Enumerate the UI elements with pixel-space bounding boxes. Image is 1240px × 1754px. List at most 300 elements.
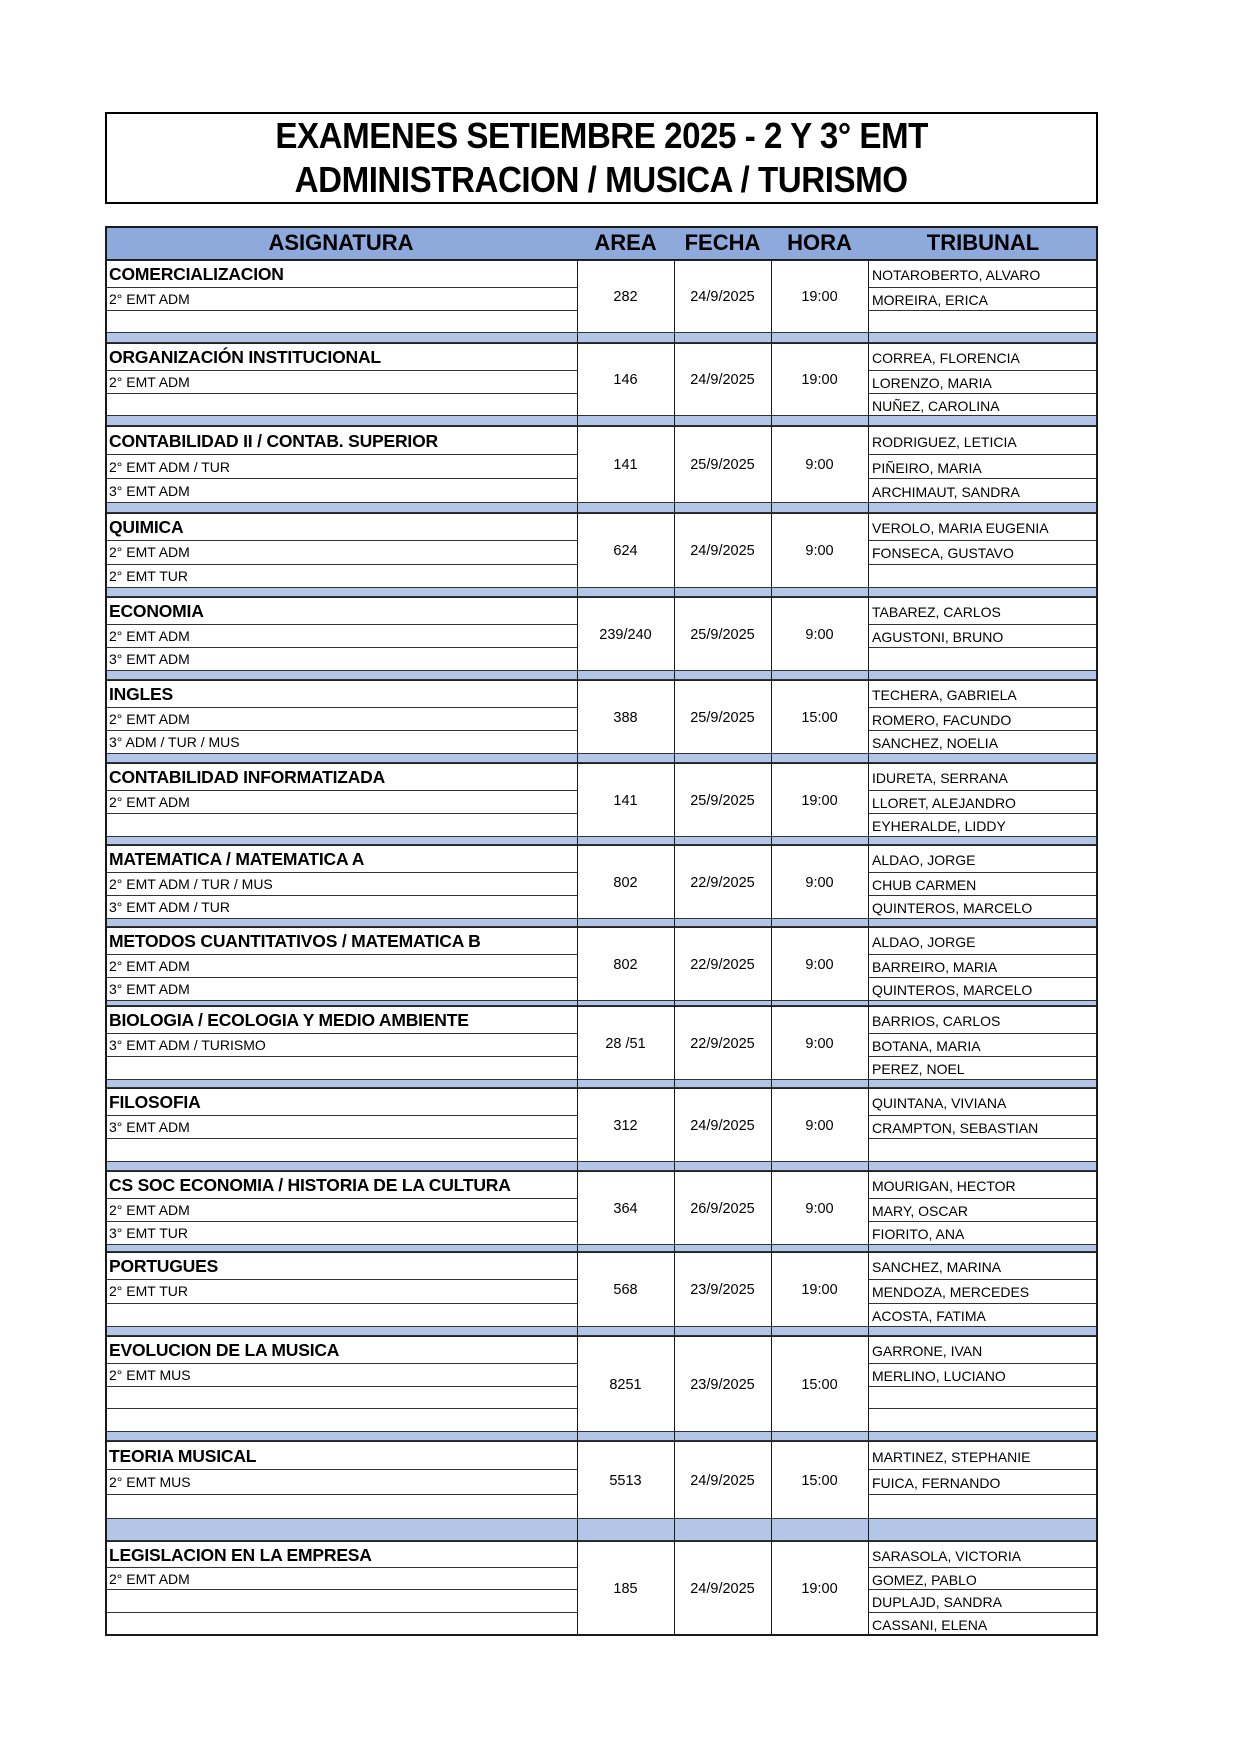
date-cell: 23/9/2025 (690, 1376, 755, 1393)
tribunal-row (868, 1568, 1098, 1590)
tribunal-row (868, 928, 1098, 955)
area-cell: 146 (613, 372, 638, 388)
spacer-row (105, 918, 1098, 927)
date-cell: 24/9/2025 (690, 1580, 755, 1597)
course-label: 3° ADM / TUR / MUS (109, 734, 240, 750)
column-divider (771, 427, 772, 503)
column-divider (868, 514, 869, 588)
column-divider (868, 753, 869, 763)
column-divider (771, 1253, 772, 1327)
date-cell: 25/9/2025 (690, 709, 755, 726)
spacer-row (105, 1326, 1098, 1336)
spacer-row (105, 332, 1098, 343)
course-label: 2° EMT MUS (109, 1367, 191, 1383)
tribunal-member: VEROLO, MARIA EUGENIA (872, 520, 1049, 536)
tribunal-row (868, 708, 1098, 731)
column-divider (674, 1542, 675, 1635)
tribunal-member: BOTANA, MARIA (872, 1038, 981, 1054)
subject-row (105, 814, 577, 837)
column-divider (868, 1431, 869, 1441)
tribunal-member: ROMERO, FACUNDO (872, 712, 1012, 728)
tribunal-row (868, 1199, 1098, 1222)
header-tribunal: TRIBUNAL (926, 230, 1040, 255)
tribunal-member: ALDAO, JORGE (872, 934, 976, 950)
tribunal-row (868, 311, 1098, 334)
column-divider (868, 332, 869, 343)
tribunal-member: CORREA, FLORENCIA (872, 350, 1020, 366)
time-cell: 9:00 (805, 543, 834, 559)
subject-row (105, 1172, 577, 1199)
tribunal-member: ALDAO, JORGE (872, 852, 976, 868)
column-divider (771, 918, 772, 927)
column-divider (577, 846, 578, 919)
column-divider (868, 1337, 869, 1432)
course-label: 2° EMT ADM / TUR (109, 459, 230, 475)
tribunal-member: AGUSTONI, BRUNO (872, 629, 1004, 645)
subject-row (105, 479, 577, 503)
exam-block (105, 260, 1098, 332)
exam-block (105, 597, 1098, 670)
course-label: 3° EMT ADM / TURISMO (109, 1037, 266, 1053)
column-divider (577, 1253, 578, 1327)
column-divider (577, 1089, 578, 1162)
area-cell: 185 (613, 1580, 638, 1597)
area-cell: 364 (613, 1200, 638, 1217)
exam-block (105, 1252, 1098, 1326)
column-divider (868, 1089, 869, 1162)
tribunal-row (868, 1542, 1098, 1568)
area-cell: 5513 (609, 1472, 642, 1489)
column-divider (577, 261, 578, 333)
area-cell: 28 /51 (605, 1035, 646, 1052)
subject-row (105, 261, 577, 288)
tribunal-member: FIORITO, ANA (872, 1226, 965, 1242)
column-divider (868, 1253, 869, 1327)
tribunal-member: GOMEZ, PABLO (872, 1572, 977, 1588)
column-divider (771, 1337, 772, 1432)
column-divider (674, 1337, 675, 1432)
time-cell: 9:00 (805, 874, 834, 891)
spacer-row (105, 587, 1098, 597)
column-divider (674, 846, 675, 919)
document-subtitle: ADMINISTRACION / MUSICA / TURISMO (295, 159, 908, 200)
column-divider (577, 836, 578, 845)
subject-row (105, 1089, 577, 1116)
column-divider (868, 918, 869, 927)
table-header (105, 226, 1098, 260)
subject-row (105, 648, 577, 671)
column-divider (771, 332, 772, 343)
tribunal-row (868, 1364, 1098, 1387)
column-divider (868, 415, 869, 426)
exam-block (105, 1088, 1098, 1161)
column-divider (577, 670, 578, 680)
tribunal-row (868, 1337, 1098, 1364)
subject-name: FILOSOFIA (109, 1092, 201, 1112)
column-divider (674, 1244, 675, 1252)
subject-row (105, 928, 577, 955)
column-divider (771, 753, 772, 763)
subject-row (105, 1057, 577, 1080)
column-divider (674, 836, 675, 845)
column-divider (771, 928, 772, 1001)
spacer-row (105, 415, 1098, 426)
column-divider (771, 846, 772, 919)
subject-row (105, 1568, 577, 1590)
tribunal-row (868, 1304, 1098, 1328)
tribunal-row (868, 731, 1098, 754)
time-cell: 19:00 (801, 289, 838, 305)
course-label: 2° EMT ADM (109, 291, 190, 307)
tribunal-row (868, 625, 1098, 648)
column-divider (868, 1244, 869, 1252)
exam-block (105, 845, 1098, 918)
column-divider (771, 1161, 772, 1171)
tribunal-member: MOREIRA, ERICA (872, 292, 988, 308)
tribunal-row (868, 394, 1098, 417)
area-cell: 568 (613, 1282, 638, 1298)
column-divider (868, 1079, 869, 1088)
column-divider (577, 1431, 578, 1441)
tribunal-row (868, 1495, 1098, 1520)
subject-row (105, 1199, 577, 1222)
subject-row (105, 344, 577, 371)
date-cell: 24/9/2025 (690, 1472, 755, 1489)
time-cell: 9:00 (805, 1117, 834, 1134)
column-divider (868, 1007, 869, 1080)
area-cell: 282 (613, 289, 638, 305)
column-divider (577, 1161, 578, 1171)
column-divider (868, 1542, 869, 1635)
tribunal-row (868, 598, 1098, 625)
column-divider (674, 415, 675, 426)
tribunal-row (868, 1442, 1098, 1470)
column-divider (771, 1089, 772, 1162)
column-divider (674, 1079, 675, 1088)
column-divider (674, 918, 675, 927)
subject-row (105, 1495, 577, 1520)
column-divider (771, 836, 772, 845)
course-label: 2° EMT ADM (109, 711, 190, 727)
subject-name: CS SOC ECONOMIA / HISTORIA DE LA CULTURA (109, 1175, 511, 1195)
course-label: 3° EMT ADM (109, 483, 190, 499)
column-divider (771, 598, 772, 671)
tribunal-member: RODRIGUEZ, LETICIA (872, 434, 1017, 450)
tribunal-member: MENDOZA, MERCEDES (872, 1284, 1030, 1300)
column-divider (868, 1161, 869, 1171)
tribunal-row (868, 681, 1098, 708)
subject-row (105, 288, 577, 311)
subject-name: EVOLUCION DE LA MUSICA (109, 1340, 340, 1360)
time-cell: 15:00 (801, 1376, 838, 1393)
date-cell: 25/9/2025 (690, 626, 755, 643)
tribunal-row (868, 955, 1098, 978)
course-label: 3° EMT ADM (109, 981, 190, 997)
tribunal-row (868, 978, 1098, 1001)
column-divider (771, 587, 772, 597)
subject-row (105, 394, 577, 417)
subject-name: PORTUGUES (109, 1256, 219, 1276)
column-divider (771, 514, 772, 588)
tribunal-row (868, 896, 1098, 919)
tribunal-member: MARTINEZ, STEPHANIE (872, 1449, 1031, 1465)
date-cell: 24/9/2025 (690, 289, 755, 305)
column-divider (868, 1442, 869, 1519)
course-label: 2° EMT TUR (109, 567, 188, 584)
tribunal-row (868, 565, 1098, 589)
tribunal-row (868, 1222, 1098, 1245)
column-divider (868, 764, 869, 837)
tribunal-row (868, 1409, 1098, 1432)
time-cell: 9:00 (805, 626, 834, 643)
column-divider (577, 928, 578, 1001)
column-divider (577, 587, 578, 597)
column-divider (771, 502, 772, 513)
column-divider (674, 1442, 675, 1519)
subject-name: METODOS CUANTITATIVOS / MATEMATICA B (109, 931, 481, 951)
course-label: 2° EMT ADM (109, 628, 190, 644)
tribunal-row (868, 1590, 1098, 1612)
course-label: 2° EMT MUS (109, 1474, 191, 1490)
spacer-row (105, 1161, 1098, 1171)
tribunal-row (868, 455, 1098, 479)
subject-row (105, 1442, 577, 1470)
document-title-box (105, 112, 1098, 204)
subject-name: ECONOMIA (109, 601, 204, 621)
subject-row (105, 1253, 577, 1280)
column-divider (577, 764, 578, 837)
tribunal-member: DUPLAJD, SANDRA (872, 1594, 1002, 1611)
column-divider (771, 1431, 772, 1441)
tribunal-member: NOTAROBERTO, ALVARO (872, 267, 1041, 283)
column-divider (674, 1518, 675, 1541)
column-divider (674, 670, 675, 680)
time-cell: 9:00 (805, 1035, 834, 1052)
column-divider (674, 1007, 675, 1080)
column-divider (868, 344, 869, 416)
column-divider (577, 1442, 578, 1519)
area-cell: 312 (613, 1117, 638, 1134)
column-divider (674, 764, 675, 837)
tribunal-member: TECHERA, GABRIELA (872, 687, 1017, 703)
column-divider (577, 753, 578, 763)
exam-block (105, 1171, 1098, 1244)
tribunal-row (868, 1057, 1098, 1080)
exam-block (105, 1336, 1098, 1431)
header-area: AREA (594, 230, 657, 255)
subject-row (105, 791, 577, 814)
column-divider (577, 1542, 578, 1635)
area-cell: 239/240 (599, 626, 652, 643)
tribunal-member: MARY, OSCAR (872, 1203, 968, 1219)
date-cell: 24/9/2025 (690, 1117, 755, 1134)
subject-row (105, 311, 577, 334)
tribunal-member: BARREIRO, MARIA (872, 959, 998, 975)
spacer-row (105, 753, 1098, 763)
subject-row (105, 1034, 577, 1057)
spacer-row (105, 1244, 1098, 1252)
subject-row (105, 1280, 577, 1304)
course-label: 3° EMT ADM / TUR (109, 899, 230, 915)
column-divider (674, 1253, 675, 1327)
subject-row (105, 978, 577, 1001)
subject-row (105, 873, 577, 896)
course-label: 3° EMT TUR (109, 1225, 188, 1241)
tribunal-row (868, 541, 1098, 565)
column-divider (868, 587, 869, 597)
subject-row (105, 1409, 577, 1432)
subject-row (105, 1116, 577, 1139)
area-cell: 802 (613, 874, 638, 891)
column-divider (577, 415, 578, 426)
tribunal-row (868, 261, 1098, 288)
time-cell: 19:00 (801, 792, 838, 809)
course-label: 2° EMT ADM / TUR / MUS (109, 876, 273, 892)
subject-row (105, 1590, 577, 1612)
column-divider (577, 1244, 578, 1252)
tribunal-member: LORENZO, MARIA (872, 375, 992, 391)
date-cell: 26/9/2025 (690, 1200, 755, 1217)
tribunal-member: CRAMPTON, SEBASTIAN (872, 1120, 1039, 1136)
column-divider (771, 1518, 772, 1541)
spacer-row (105, 1518, 1098, 1541)
column-divider (577, 1172, 578, 1245)
course-label: 2° EMT ADM (109, 544, 190, 560)
tribunal-row (868, 846, 1098, 873)
column-divider (577, 1326, 578, 1336)
tribunal-row (868, 514, 1098, 541)
column-divider (674, 1161, 675, 1171)
course-label: 2° EMT ADM (109, 1571, 190, 1587)
subject-row (105, 427, 577, 455)
area-cell: 141 (613, 457, 638, 473)
column-divider (674, 928, 675, 1001)
column-divider (868, 928, 869, 1001)
column-divider (868, 598, 869, 671)
subject-row (105, 514, 577, 541)
exam-block (105, 343, 1098, 415)
tribunal-row (868, 791, 1098, 814)
time-cell: 15:00 (801, 709, 838, 726)
exam-block (105, 513, 1098, 587)
exam-block (105, 1541, 1098, 1634)
subject-name: CONTABILIDAD II / CONTAB. SUPERIOR (109, 431, 438, 451)
subject-name: ORGANIZACIÓN INSTITUCIONAL (109, 347, 381, 367)
column-divider (577, 1337, 578, 1432)
subject-row (105, 846, 577, 873)
tribunal-member: CASSANI, ELENA (872, 1616, 988, 1633)
course-label: 2° EMT ADM (109, 1202, 190, 1218)
tribunal-row (868, 1172, 1098, 1199)
course-label: 2° EMT ADM (109, 374, 190, 390)
subject-row (105, 1470, 577, 1495)
column-divider (771, 344, 772, 416)
tribunal-row (868, 1280, 1098, 1304)
column-divider (771, 1007, 772, 1080)
column-divider (674, 1431, 675, 1441)
subject-row (105, 455, 577, 479)
tribunal-member: PIÑEIRO, MARIA (872, 460, 982, 476)
tribunal-member: FONSECA, GUSTAVO (872, 545, 1014, 561)
column-divider (771, 415, 772, 426)
subject-row (105, 708, 577, 731)
area-cell: 388 (613, 709, 638, 726)
tribunal-member: QUINTEROS, MARCELO (872, 900, 1033, 916)
subject-name: BIOLOGIA / ECOLOGIA Y MEDIO AMBIENTE (109, 1010, 469, 1030)
column-divider (868, 427, 869, 503)
tribunal-member: QUINTEROS, MARCELO (872, 982, 1033, 998)
column-divider (674, 261, 675, 333)
exam-block (105, 1441, 1098, 1518)
tribunal-row (868, 479, 1098, 503)
subject-row (105, 681, 577, 708)
column-divider (674, 587, 675, 597)
course-label: 2° EMT ADM (109, 794, 190, 810)
subject-name: COMERCIALIZACION (109, 264, 284, 284)
tribunal-member: MOURIGAN, HECTOR (872, 1178, 1016, 1194)
time-cell: 19:00 (801, 1282, 838, 1298)
subject-row (105, 565, 577, 589)
column-divider (771, 1079, 772, 1088)
column-divider (868, 836, 869, 845)
subject-row (105, 955, 577, 978)
column-divider (577, 1007, 578, 1080)
tribunal-member: GARRONE, IVAN (872, 1343, 983, 1359)
tribunal-row (868, 1034, 1098, 1057)
subject-row (105, 1387, 577, 1410)
tribunal-member: IDURETA, SERRANA (872, 770, 1008, 786)
tribunal-row (868, 427, 1098, 455)
area-cell: 141 (613, 792, 638, 809)
tribunal-row (868, 1613, 1098, 1635)
tribunal-row (868, 371, 1098, 394)
column-divider (577, 918, 578, 927)
column-divider (868, 670, 869, 680)
subject-name: TEORIA MUSICAL (109, 1446, 257, 1466)
date-cell: 25/9/2025 (690, 792, 755, 809)
column-divider (868, 502, 869, 513)
spacer-row (105, 1431, 1098, 1441)
column-divider (868, 1326, 869, 1336)
date-cell: 22/9/2025 (690, 956, 755, 973)
column-divider (674, 1172, 675, 1245)
subject-row (105, 371, 577, 394)
column-divider (674, 598, 675, 671)
spacer-row (105, 670, 1098, 680)
course-label: 2° EMT TUR (109, 1283, 188, 1299)
tribunal-member: ARCHIMAUT, SANDRA (872, 484, 1020, 500)
tribunal-member: LLORET, ALEJANDRO (872, 795, 1016, 811)
subject-row (105, 541, 577, 565)
column-divider (771, 1326, 772, 1336)
spacer-row (105, 502, 1098, 513)
tribunal-member: MERLINO, LUCIANO (872, 1368, 1006, 1384)
tribunal-member: CHUB CARMEN (872, 877, 977, 893)
subject-row (105, 1613, 577, 1635)
tribunal-row (868, 648, 1098, 671)
tribunal-row (868, 288, 1098, 311)
tribunal-row (868, 1089, 1098, 1116)
date-cell: 23/9/2025 (690, 1282, 755, 1298)
tribunal-row (868, 1139, 1098, 1162)
tribunal-member: NUÑEZ, CAROLINA (872, 397, 1000, 414)
tribunal-row (868, 764, 1098, 791)
area-cell: 624 (613, 543, 638, 559)
column-divider (771, 261, 772, 333)
subject-name: LEGISLACION EN LA EMPRESA (109, 1545, 372, 1565)
column-divider (771, 670, 772, 680)
tribunal-row (868, 1387, 1098, 1410)
